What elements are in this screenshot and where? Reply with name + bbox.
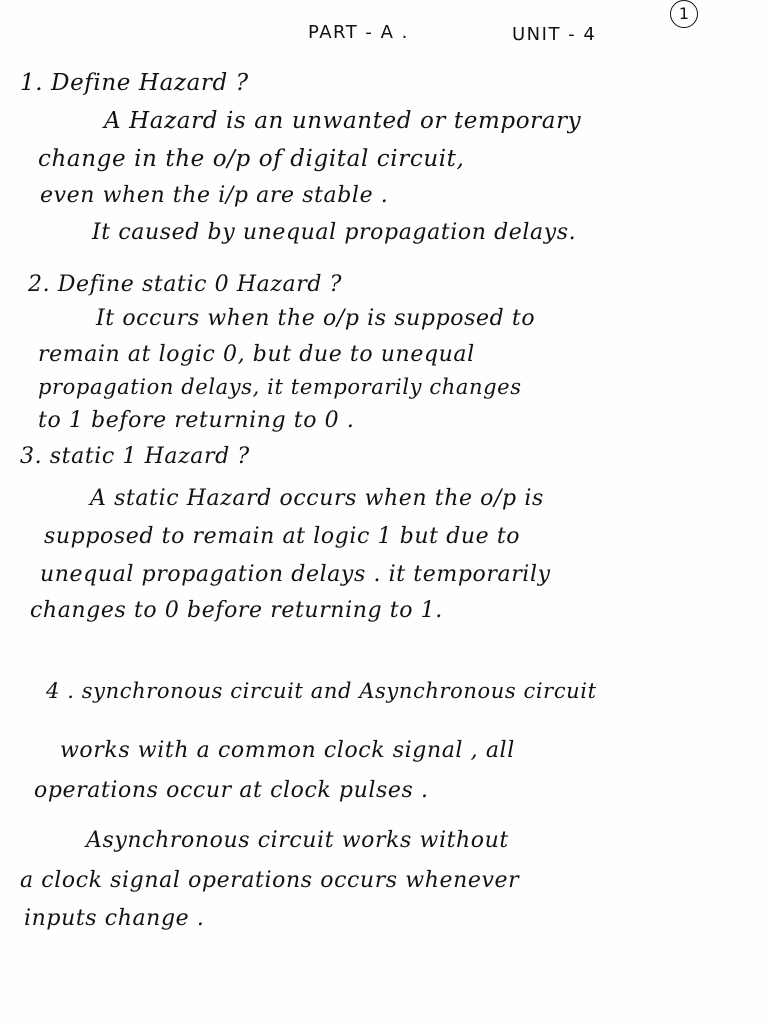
q3-answer-line-1: A static Hazard occurs when the o/p is — [90, 486, 544, 511]
page-number-circle: 1 — [670, 0, 698, 28]
q2-answer-line-4: to 1 before returning to 0 . — [38, 408, 355, 433]
q4-answer-line-4: a clock signal operations occurs whenever — [20, 868, 520, 893]
q2-answer-line-2: remain at logic 0, but due to unequal — [38, 342, 475, 367]
q4-answer-line-2: operations occur at clock pulses . — [34, 778, 429, 803]
part-heading: PART - A . — [308, 22, 409, 43]
q4-heading: 4 . synchronous circuit and Asynchronous circuit — [46, 679, 597, 703]
q2-answer-line-1: It occurs when the o/p is supposed to — [96, 306, 536, 331]
q1-heading: 1. Define Hazard ? — [20, 70, 249, 96]
q1-answer-line-4: It caused by unequal propagation delays. — [92, 220, 577, 245]
q3-answer-line-2: supposed to remain at logic 1 but due to — [44, 524, 521, 549]
q4-answer-line-3: Asynchronous circuit works without — [86, 828, 509, 853]
q4-answer-line-5: inputs change . — [24, 906, 205, 931]
q1-answer-line-3: even when the i/p are stable . — [40, 183, 389, 208]
q2-answer-line-3: propagation delays, it temporarily changes — [38, 375, 522, 399]
q4-answer-line-1: works with a common clock signal , all — [60, 738, 515, 763]
q3-answer-line-4: changes to 0 before returning to 1. — [30, 598, 443, 623]
q1-answer-line-1: A Hazard is an unwanted or temporary — [104, 108, 582, 134]
unit-heading: UNIT - 4 — [512, 24, 597, 45]
q2-heading: 2. Define static 0 Hazard ? — [28, 272, 343, 297]
q3-answer-line-3: unequal propagation delays . it temporarily — [40, 562, 551, 587]
q3-heading: 3. static 1 Hazard ? — [20, 444, 250, 469]
q1-answer-line-2: change in the o/p of digital circuit, — [38, 146, 465, 172]
